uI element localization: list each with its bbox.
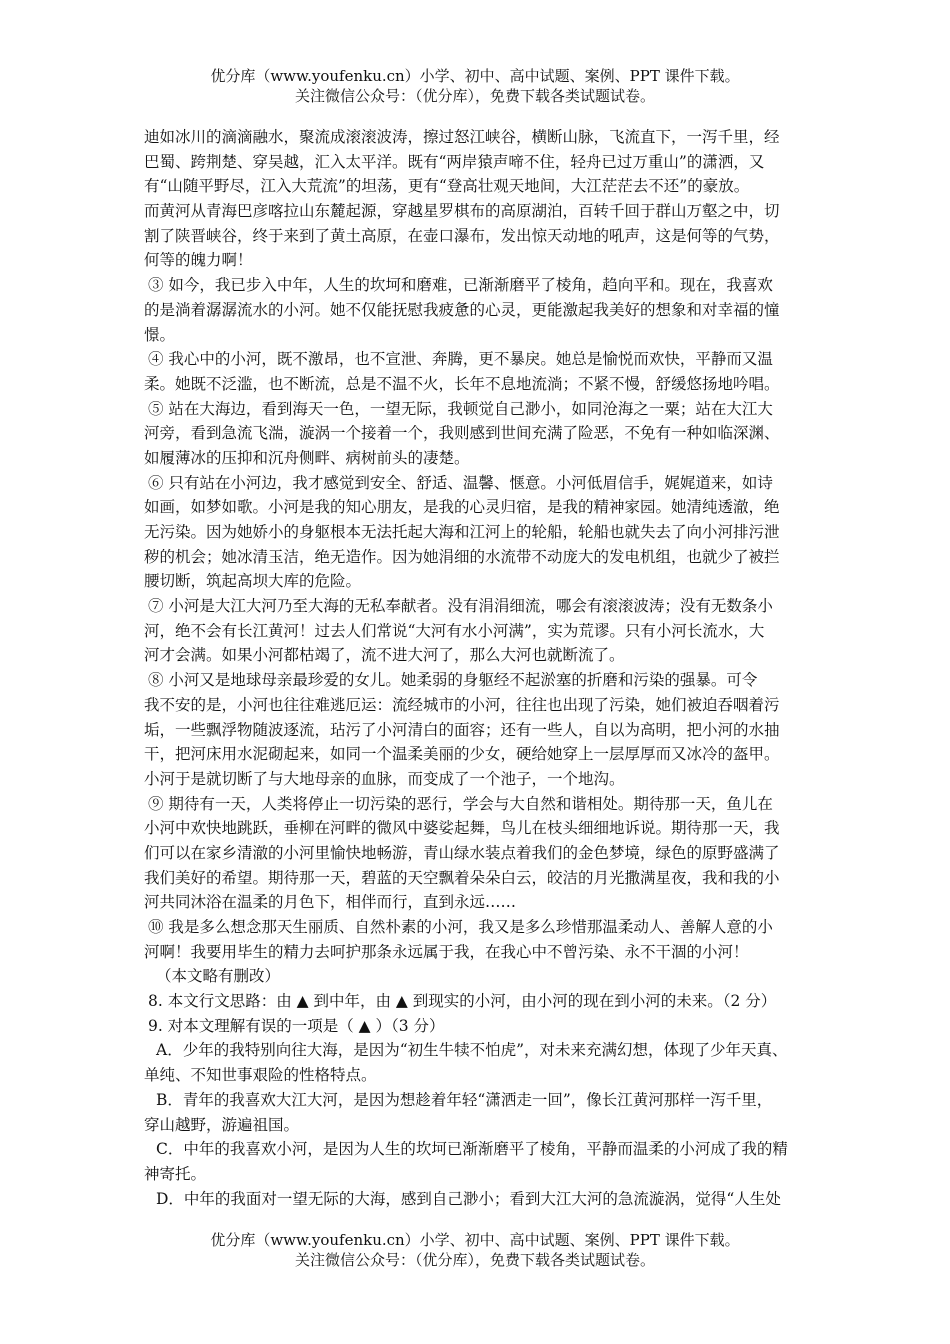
body-line: 如画，如梦如歌。小河是我的知心朋友，是我的心灵归宿，是我的精神家园。她清纯透澈，绝: [144, 498, 780, 517]
body-line: 垢，一些飘浮物随波逐流，玷污了小河清白的面容；还有一些人，自以为高明，把小河的水抽: [144, 720, 780, 739]
option-d: D．中年的我面对一望无际的大海，感到自己渺小；看到大江大河的急流漩涡，觉得“人生处: [156, 1189, 781, 1208]
source-note: （本文略有删改）: [156, 967, 281, 986]
paragraph-8-start: ⑧ 小河又是地球母亲最珍爱的女儿。她柔弱的身躯经不起淤塞的折磨和污染的强暴。可令: [148, 671, 758, 690]
option-c-cont: 神寄托。: [144, 1164, 207, 1183]
body-line: 腰切断，筑起高坝大库的危险。: [144, 572, 362, 591]
header-line-2: 关注微信公众号：（优分库），免费下载各类试题试卷。: [294, 87, 655, 105]
option-c: C．中年的我喜欢小河，是因为人生的坎坷已渐渐磨平了棱角，平静而温柔的小河成了我的精: [156, 1140, 788, 1159]
page-header: [0, 66, 950, 106]
header-line-1: 优分库（www.youfenku.cn）小学、初中、高中试题、案例、PPT 课件下载。: [210, 67, 740, 85]
body-line: 秽的机会；她冰清玉洁，绝无造作。因为她涓细的水流带不动庞大的发电机组，也就少了被拦: [144, 547, 780, 566]
page-footer: [0, 1230, 950, 1270]
body-line: 有“山随平野尽，江入大荒流”的坦荡，更有“登高壮观天地间，大江茫茫去不还”的豪放。: [144, 177, 750, 196]
paragraph-4-start: ④ 我心中的小河，既不激昂，也不宣泄、奔腾，更不暴戾。她总是愉悦而欢快，平静而又温: [148, 350, 773, 369]
paragraph-3-start: ③ 如今，我已步入中年，人生的坎坷和磨难，已渐渐磨平了棱角，趋向平和。现在，我喜欢: [148, 276, 773, 295]
paragraph-7-start: ⑦ 小河是大江大河乃至大海的无私奉献者。没有涓涓细流，哪会有滚滚波涛；没有无数条小: [148, 597, 773, 616]
option-b-cont: 穿山越野，游遍祖国。: [144, 1115, 300, 1134]
paragraph-9-start: ⑨ 期待有一天，人类将停止一切污染的恶行，学会与大自然和谐相处。期待那一天，鱼儿在: [148, 794, 773, 813]
paragraph-10-start: ⑩ 我是多么想念那天生丽质、自然朴素的小河，我又是多么珍惜那温柔动人、善解人意的小: [148, 918, 773, 936]
body-line: 我不安的是，小河也往往难逃厄运：流经城市的小河，往往也出现了污染，她们被迫吞咽着污: [144, 695, 780, 714]
question-8: 8. 本文行文思路：由 ▲ 到中年，由 ▲ 到现实的小河，由小河的现在到小河的未来。（2 分）: [148, 992, 777, 1011]
body-line: 巴蜀、跨荆楚、穿吴越，汇入太平洋。既有“两岸猿声啼不住，轻舟已过万重山”的潇洒，又: [144, 152, 765, 171]
body-line: 小河中欢快地跳跃，垂柳在河畔的微风中婆娑起舞，鸟儿在枝头细细地诉说。期待那一天，我: [144, 819, 780, 838]
body-line: 河共同沐浴在温柔的月色下，相伴而行，直到永远……: [144, 893, 517, 912]
body-line: 迪如冰川的滴滴融水，聚流成滚滚波涛，擦过怒江峡谷，横断山脉，飞流直下，一泻千里，经: [144, 128, 780, 146]
body-line: 柔。她既不泛滥，也不断流，总是不温不火，长年不息地流淌；不紧不慢，舒缓悠扬地吟唱。: [144, 374, 780, 393]
footer-line-1: 优分库（www.youfenku.cn）小学、初中、高中试题、案例、PPT 课件下载。: [210, 1231, 740, 1249]
paragraph-6-start: ⑥ 只有站在小河边，我才感觉到安全、舒适、温馨、惬意。小河低眉信手，娓娓道来，如诗: [148, 473, 773, 492]
body-line: 干，把河床用水泥砌起来，如同一个温柔美丽的少女，硬给她穿上一层厚厚而又冰冷的盔甲。: [144, 745, 780, 764]
body-line: 割了陕晋峡谷，终于来到了黄土高原，在壶口瀑布，发出惊天动地的吼声，这是何等的气势，: [144, 226, 780, 245]
paragraph-5-start: ⑤ 站在大海边，看到海天一色，一望无际，我顿觉自己渺小，如同沧海之一粟；站在大江大: [148, 399, 773, 418]
option-b: B．青年的我喜欢大江大河，是因为想趁着年轻“潇洒走一回”，像长江黄河那样一泻千里，: [156, 1090, 773, 1109]
body-line: 河旁，看到急流飞湍，漩涡一个接着一个，我则感到世间充满了险恶，不免有一种如临深渊、: [144, 424, 780, 443]
option-a-cont: 单纯、不知世事艰险的性格特点。: [144, 1066, 377, 1085]
body-line: 河啊！我要用毕生的精力去呵护那条永远属于我，在我心中不曾污染、永不干涸的小河！: [144, 942, 749, 961]
body-line: 河才会满。如果小河都枯竭了，流不进大河了，那么大河也就断流了。: [144, 646, 625, 665]
question-9: 9. 对本文理解有误的一项是（ ▲ ）（3 分）: [148, 1016, 445, 1035]
option-a: A．少年的我特别向往大海，是因为“初生牛犊不怕虎”，对未来充满幻想，体现了少年天真、: [156, 1041, 788, 1060]
body-line: 而黄河从青海巴彦喀拉山东麓起源，穿越星罗棋布的高原湖泊，百转千回于群山万壑之中，切: [144, 202, 780, 221]
body-line: 河，绝不会有长江黄河！过去人们常说“大河有水小河满”，实为荒谬。只有小河长流水，大: [144, 621, 765, 640]
footer-line-2: 关注微信公众号：（优分库），免费下载各类试题试卷。: [294, 1251, 655, 1269]
body-line: 我们美好的希望。期待那一天，碧蓝的天空飘着朵朵白云，皎洁的月光撒满星夜，我和我的小: [144, 868, 780, 887]
body-line: 无污染。因为她娇小的身躯根本无法托起大海和江河上的轮船，轮船也就失去了向小河排污泄: [144, 523, 780, 541]
body-line: 的是淌着潺潺流水的小河。她不仅能抚慰我疲惫的心灵，更能激起我美好的想象和对幸福的憧: [144, 300, 780, 319]
document-body: [144, 125, 812, 1211]
body-line: 小河于是就切断了与大地母亲的血脉，而变成了一个池子，一个地沟。: [144, 769, 625, 788]
body-line: 何等的魄力啊！: [144, 251, 253, 270]
body-line: 们可以在家乡清澈的小河里愉快地畅游，青山绿水装点着我们的金色梦境，绿色的原野盛满了: [144, 843, 780, 862]
body-line: 如履薄冰的压抑和沉舟侧畔、病树前头的凄楚。: [144, 448, 470, 467]
body-line: 憬。: [144, 325, 176, 344]
